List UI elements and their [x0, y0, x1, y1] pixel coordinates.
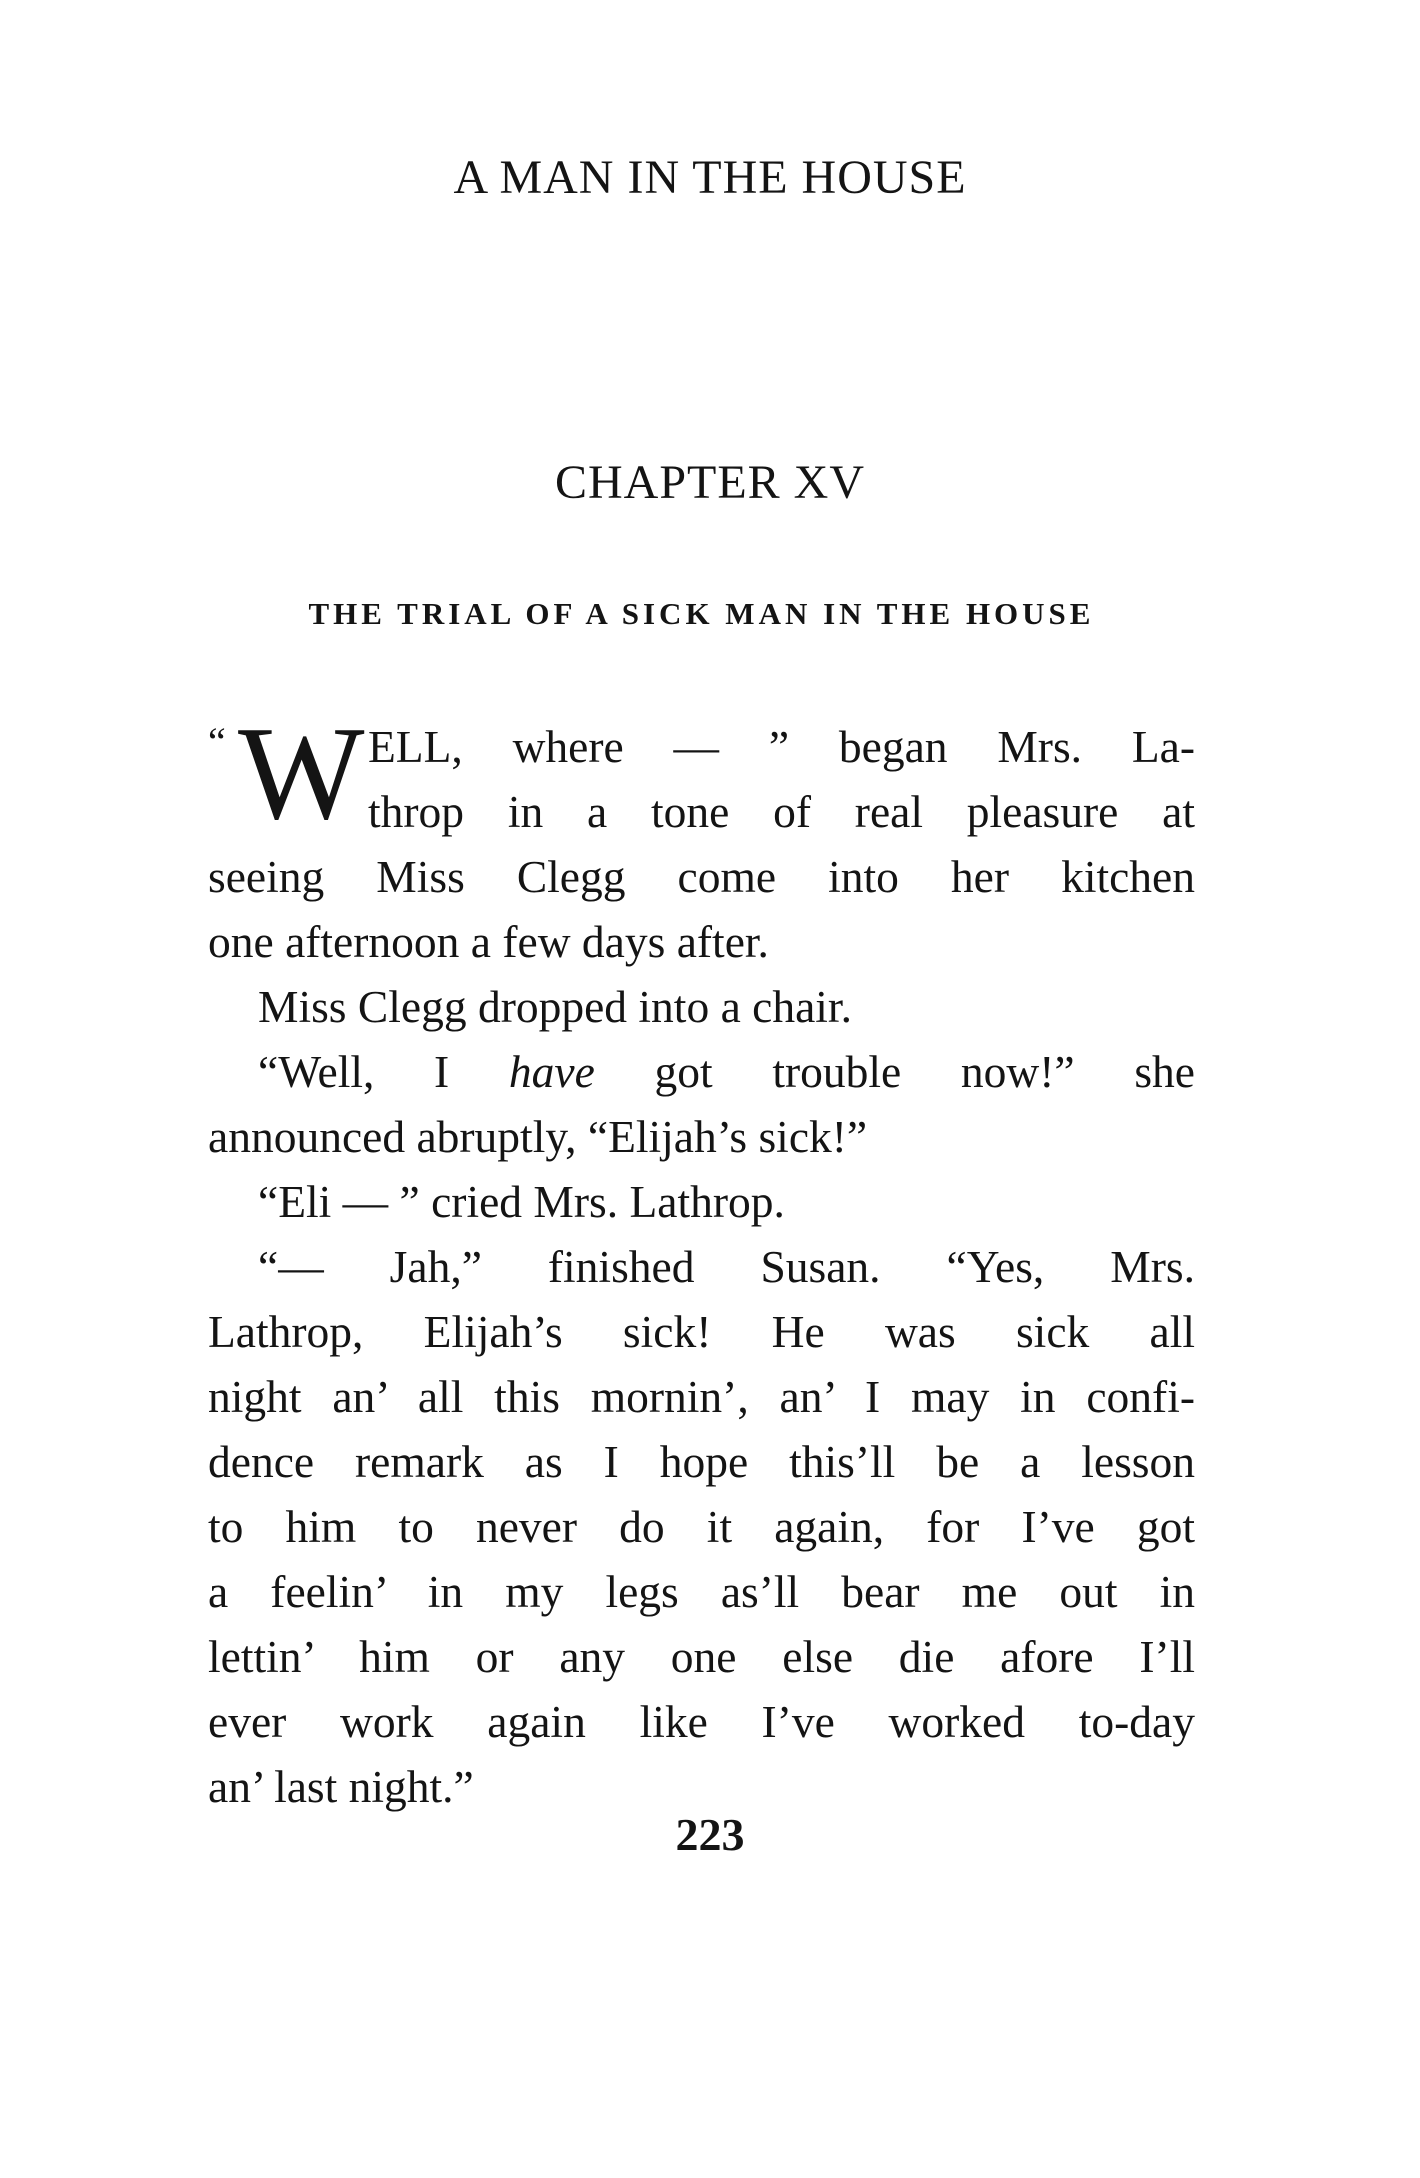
text-line: a feelin’ in my legs as’ll bear me out in: [208, 1566, 1195, 1617]
text-line-with-emphasis: [208, 1039, 1195, 1104]
text-line: throp in a tone of real pleasure at: [368, 786, 1195, 837]
text-line: night an’ all this mornin’, an’ I may in confi-: [208, 1371, 1195, 1422]
text-line: Miss Clegg dropped into a chair.: [258, 981, 852, 1032]
drop-cap-letter: W: [238, 699, 365, 847]
drop-cap: [208, 699, 368, 847]
text-line: “— Jah,” finished Susan. “Yes, Mrs.: [258, 1241, 1195, 1292]
text-line: lettin’ him or any one else die afore I’ll: [208, 1631, 1195, 1682]
text-line: announced abruptly, “Elijah’s sick!”: [208, 1111, 868, 1162]
emphasized-word: have: [508, 1046, 595, 1097]
text-line: an’ last night.”: [208, 1761, 474, 1812]
chapter-number: CHAPTER XV: [554, 456, 866, 509]
running-head: A MAN IN THE HOUSE: [453, 151, 967, 204]
text-segment: “Well, I: [258, 1046, 450, 1097]
text-line: ever work again like I’ve worked to-day: [208, 1696, 1195, 1747]
drop-cap-quote: “: [208, 719, 226, 764]
text-line: dence remark as I hope this’ll be a lesson: [208, 1436, 1195, 1487]
text-segment: got trouble now!” she: [654, 1046, 1195, 1097]
chapter-title: THE TRIAL OF A SICK MAN IN THE HOUSE: [308, 596, 1095, 631]
text-line: to him to never do it again, for I’ve got: [208, 1501, 1195, 1552]
page-number: 223: [675, 1809, 745, 1860]
text-line: “Eli — ” cried Mrs. Lathrop.: [258, 1176, 785, 1227]
text-line: Lathrop, Elijah’s sick! He was sick all: [208, 1306, 1195, 1357]
text-line: one afternoon a few days after.: [208, 916, 769, 967]
body-text: [208, 699, 1195, 1819]
text-line: ELL, where — ” began Mrs. La-: [368, 721, 1195, 772]
text-line: seeing Miss Clegg come into her kitchen: [208, 851, 1195, 902]
